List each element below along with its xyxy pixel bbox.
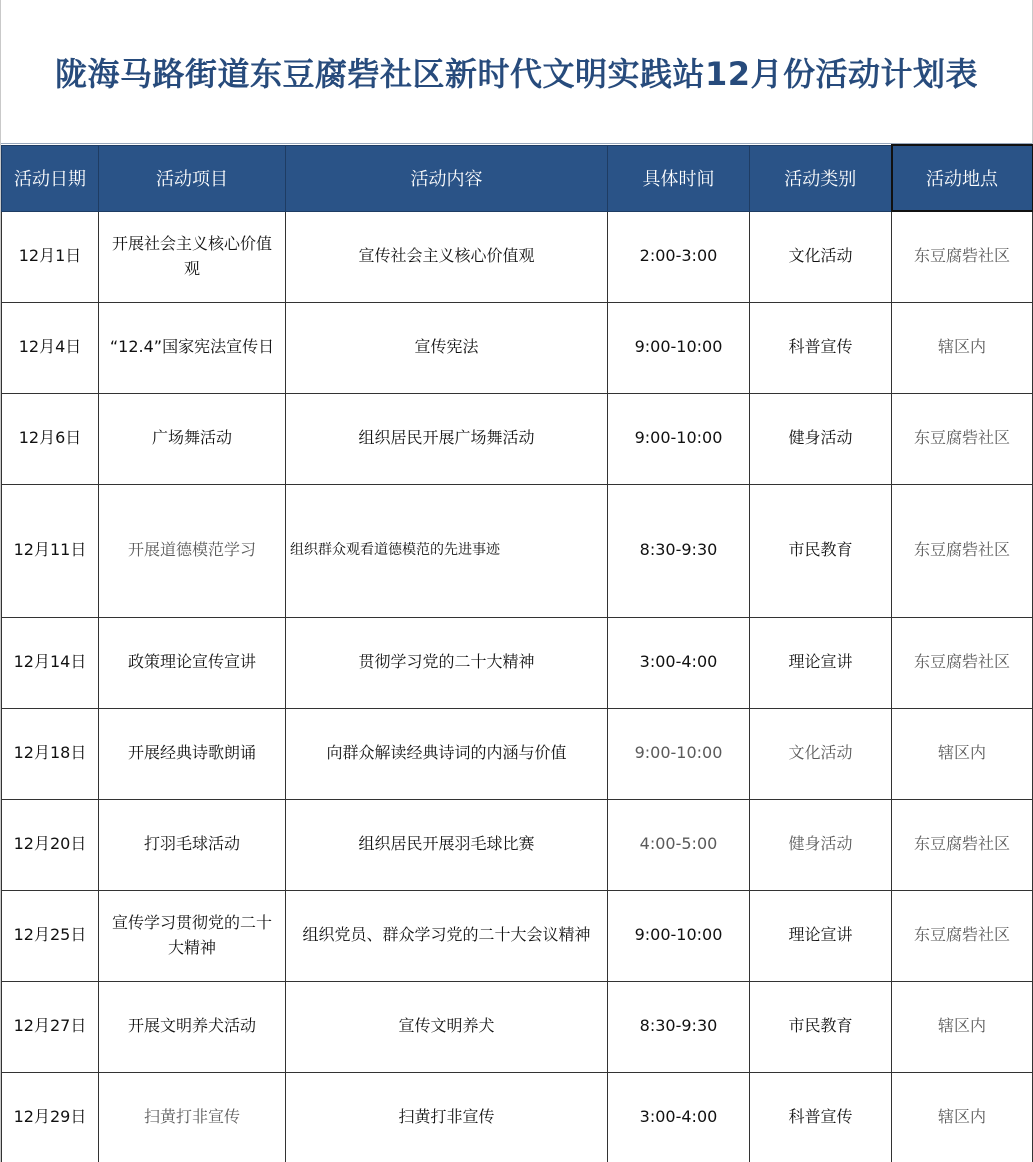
table-row [2,484,1033,617]
cell-time: 8:30-9:30 [608,484,750,617]
cell-category: 科普宣传 [750,302,892,393]
cell-category: 文化活动 [750,708,892,799]
table-row [2,211,1033,302]
cell-item: 广场舞活动 [99,393,286,484]
cell-category: 科普宣传 [750,1072,892,1162]
cell-item: 政策理论宣传宣讲 [99,617,286,708]
header-place: 活动地点 [892,145,1033,211]
header-content: 活动内容 [286,145,608,211]
cell-date: 12月25日 [2,890,99,981]
cell-date: 12月20日 [2,799,99,890]
cell-content: 宣传宪法 [286,302,608,393]
cell-place: 辖区内 [892,981,1033,1072]
cell-content: 组织居民开展羽毛球比赛 [286,799,608,890]
header-row [2,145,1033,211]
cell-category: 理论宣讲 [750,890,892,981]
cell-content: 向群众解读经典诗词的内涵与价值 [286,708,608,799]
cell-date: 12月11日 [2,484,99,617]
cell-category: 文化活动 [750,211,892,302]
cell-content: 贯彻学习党的二十大精神 [286,617,608,708]
cell-time: 4:00-5:00 [608,799,750,890]
header-item: 活动项目 [99,145,286,211]
cell-date: 12月29日 [2,1072,99,1162]
cell-item: 扫黄打非宣传 [99,1072,286,1162]
cell-item: 宣传学习贯彻党的二十大精神 [99,890,286,981]
cell-place: 东豆腐砦社区 [892,211,1033,302]
cell-category: 市民教育 [750,981,892,1072]
cell-content: 组织居民开展广场舞活动 [286,393,608,484]
header-time: 具体时间 [608,145,750,211]
cell-time: 3:00-4:00 [608,617,750,708]
cell-time: 2:00-3:00 [608,211,750,302]
cell-content: 宣传文明养犬 [286,981,608,1072]
cell-content: 宣传社会主义核心价值观 [286,211,608,302]
cell-time: 9:00-10:00 [608,302,750,393]
table-row [2,302,1033,393]
cell-item: 开展社会主义核心价值观 [99,211,286,302]
table-row [2,890,1033,981]
cell-time: 9:00-10:00 [608,708,750,799]
cell-place: 东豆腐砦社区 [892,799,1033,890]
activity-table [1,144,1033,1162]
cell-time: 3:00-4:00 [608,1072,750,1162]
cell-place: 东豆腐砦社区 [892,890,1033,981]
title-row [1,0,1032,144]
cell-item: 开展经典诗歌朗诵 [99,708,286,799]
cell-date: 12月18日 [2,708,99,799]
cell-date: 12月6日 [2,393,99,484]
cell-item: “12.4”国家宪法宣传日 [99,302,286,393]
table-row [2,1072,1033,1162]
header-category: 活动类别 [750,145,892,211]
cell-time: 8:30-9:30 [608,981,750,1072]
cell-content: 扫黄打非宣传 [286,1072,608,1162]
cell-category: 健身活动 [750,393,892,484]
cell-date: 12月1日 [2,211,99,302]
table-row [2,393,1033,484]
cell-place: 东豆腐砦社区 [892,617,1033,708]
cell-place: 辖区内 [892,302,1033,393]
cell-content: 组织群众观看道德模范的先进事迹 [286,484,608,617]
table-row [2,981,1033,1072]
cell-item: 开展文明养犬活动 [99,981,286,1072]
cell-date: 12月4日 [2,302,99,393]
cell-item: 打羽毛球活动 [99,799,286,890]
header-date: 活动日期 [2,145,99,211]
cell-item: 开展道德模范学习 [99,484,286,617]
cell-content: 组织党员、群众学习党的二十大会议精神 [286,890,608,981]
cell-place: 辖区内 [892,1072,1033,1162]
cell-time: 9:00-10:00 [608,393,750,484]
cell-place: 东豆腐砦社区 [892,484,1033,617]
cell-place: 东豆腐砦社区 [892,393,1033,484]
cell-date: 12月14日 [2,617,99,708]
cell-time: 9:00-10:00 [608,890,750,981]
table-row [2,617,1033,708]
cell-category: 理论宣讲 [750,617,892,708]
table-row [2,799,1033,890]
cell-date: 12月27日 [2,981,99,1072]
table-row [2,708,1033,799]
page-title: 陇海马路街道东豆腐砦社区新时代文明实践站12月份活动计划表 [54,54,979,93]
cell-category: 市民教育 [750,484,892,617]
cell-category: 健身活动 [750,799,892,890]
cell-place: 辖区内 [892,708,1033,799]
